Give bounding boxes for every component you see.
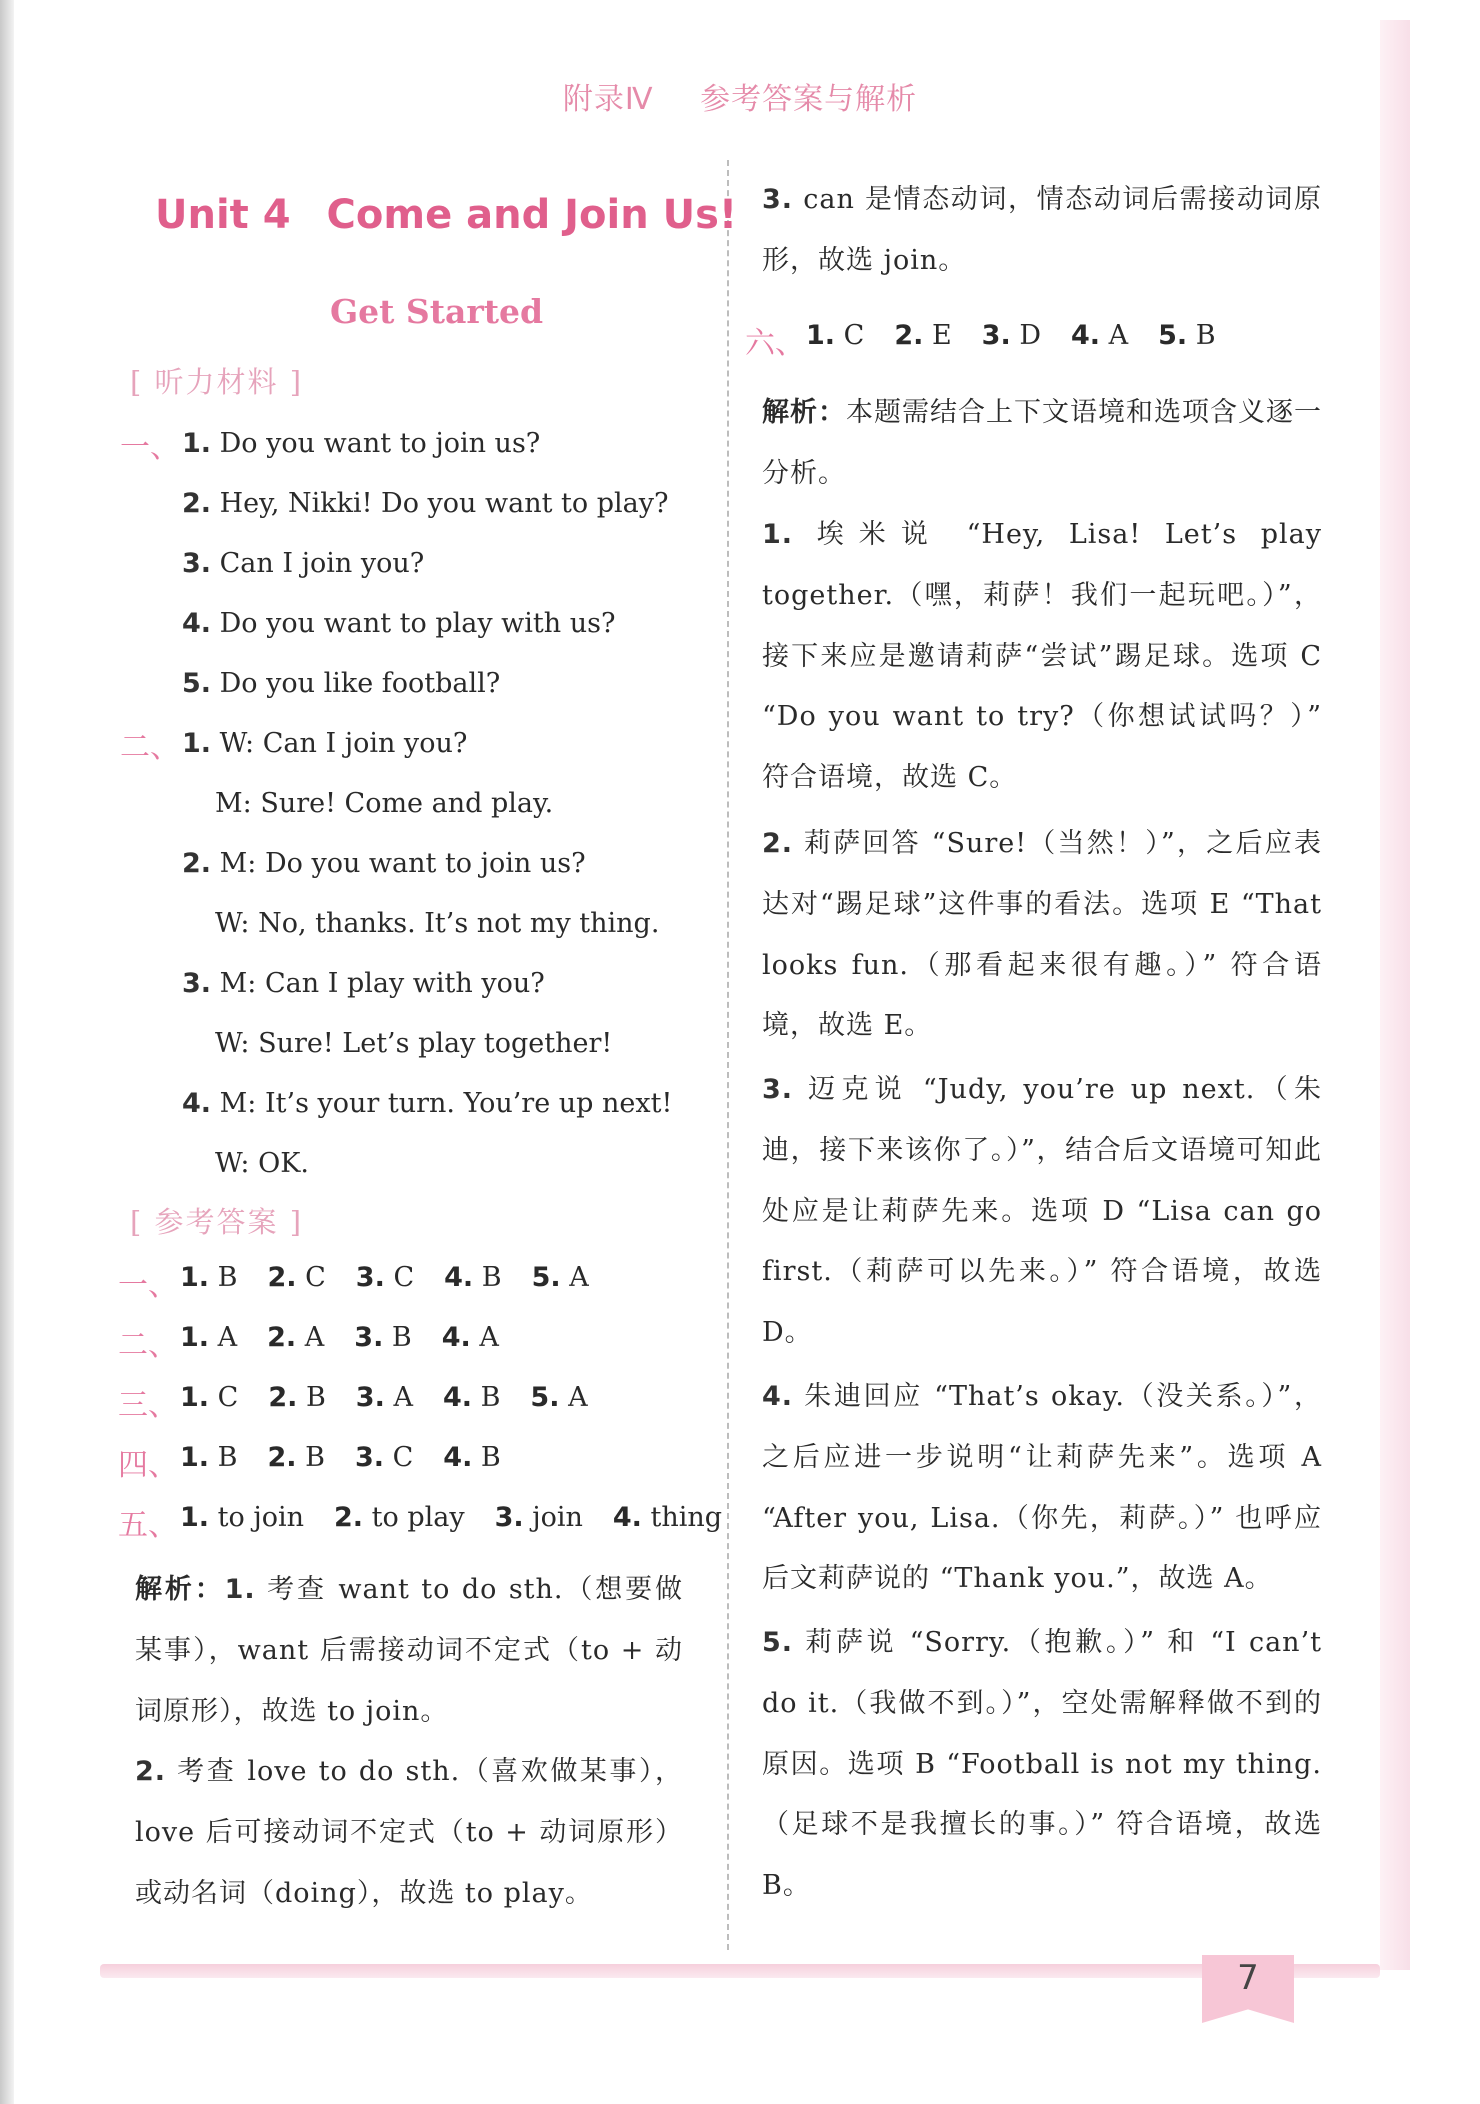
list-item: 5. Do you like football? [182,668,501,699]
section-marker: 五、 [118,1508,178,1543]
answer-item: 1. C [806,320,865,351]
answer-item: 2. B [267,1442,325,1473]
unit-title [155,192,738,238]
list-item: W: OK. [215,1148,309,1179]
analysis-paragraph: 4. 朱迪回应 “That’s okay.（没关系。）”，之后应进一步说明“让莉萨先来”。选项 A “After you, Lisa.（你先，莉萨。）” 也呼应后文莉萨说的 “Thank you.”，故选 A。 [762,1381,1322,1595]
listening-label: [ 听力材料 ] [130,365,304,399]
unit-number: Unit 4 [155,192,291,238]
list-item: W: No, thanks. It’s not my thing. [215,908,660,939]
analysis-paragraph: 解析：1. 考查 want to do sth.（想要做某事），want 后需接动词不定式（to + 动词原形），故选 to join。 [135,1574,684,1727]
answer-item: 5. B [1158,320,1216,351]
answer-item: 5. A [530,1382,588,1413]
answer-item: 3. join [494,1502,583,1533]
answer-item: 2. B [268,1382,326,1413]
answer-item: 4. B [443,1442,501,1473]
answer-item: 1. C [180,1382,239,1413]
answer-row [180,1262,619,1293]
analysis-paragraph: 3. can 是情态动词，情态动词后需接动词原形，故选 join。 [762,184,1322,276]
page-number: 7 [1237,1958,1259,1998]
analysis-paragraph: 1. 埃米说 “Hey, Lisa! Let’s play together.（嘿，莉萨！我们一起玩吧。）”，接下来应是邀请莉萨“尝试”踢足球。选项 C “Do you want to try?（你想试试吗？）” 符合语境，故选 C。 [762,519,1322,794]
answers-label: [ 参考答案 ] [130,1205,304,1239]
answer-item: 1. A [180,1322,238,1353]
footer-band [100,1964,1380,1978]
list-item: 3. Can I join you? [182,548,425,579]
answer-item: 4. B [444,1262,502,1293]
running-header [0,74,1480,118]
answer-row [180,1322,529,1353]
answer-item: 4. A [1070,320,1129,351]
section-marker: 四、 [118,1448,178,1483]
section-marker: 三、 [118,1388,178,1423]
answer-item: 1. to join [180,1502,304,1533]
answer-item: 1. B [180,1442,238,1473]
answer-item: 2. E [894,320,952,351]
page-edge-decoration [1380,20,1410,1970]
answer-row [180,1382,618,1413]
answer-item: 3. D [981,320,1041,351]
analysis-paragraph: 2. 莉萨回答 “Sure!（当然！）”，之后应表达对“踢足球”这件事的看法。选项 E “That looks fun.（那看起来很有趣。）” 符合语境，故选 E。 [762,828,1322,1042]
answer-row [180,1502,752,1533]
list-item: W: Sure! Let’s play together! [215,1028,613,1059]
section-marker: 二、 [118,1328,178,1363]
answer-item: 3. A [355,1382,413,1413]
answer-item: 5. A [531,1262,589,1293]
answer-item: 3. B [354,1322,412,1353]
answer-row [806,320,1246,351]
answer-row [180,1442,531,1473]
header-appendix: 附录Ⅳ [562,82,654,117]
answer-item: 3. C [354,1442,414,1473]
answer-item: 2. C [267,1262,326,1293]
list-item: 3. M: Can I play with you? [182,968,545,999]
answer-item: 2. to play [333,1502,465,1533]
list-item: 1. W: Can I join you? [182,728,468,759]
list-item: 2. M: Do you want to join us? [182,848,586,879]
list-item: 1. Do you want to join us? [182,428,541,459]
analysis-intro: 解析：本题需结合上下文语境和选项含义逐一分析。 [762,397,1322,489]
list-item: 4. Do you want to play with us? [182,608,616,639]
column-divider [727,160,729,1950]
list-item: 4. M: It’s your turn. You’re up next! [182,1088,673,1119]
analysis-paragraph: 2. 考查 love to do sth.（喜欢做某事），love 后可接动词不定式（to + 动词原形）或动名词（doing），故选 to play。 [135,1756,683,1909]
analysis-paragraph: 3. 迈克说 “Judy, you’re up next.（朱迪，接下来该你了。）”，结合后文语境可知此处应是让莉萨先来。选项 D “Lisa can go first.（莉萨可以先来。）” 符合语境，故选 D。 [762,1074,1322,1349]
section-marker: 一、 [118,1268,178,1303]
book-spine [0,0,14,2104]
answer-item: 3. C [355,1262,415,1293]
answer-item: 4. B [442,1382,501,1413]
answer-item: 2. A [267,1322,325,1353]
answer-item: 4. A [441,1322,499,1353]
section-marker: 一、 [120,430,180,465]
lesson-title: Get Started [330,292,544,331]
answer-item: 4. thing [612,1502,723,1533]
list-item: M: Sure! Come and play. [215,788,554,819]
answer-item: 1. B [180,1262,238,1293]
header-section-title: 参考答案与解析 [700,82,918,117]
section-marker: 六、 [745,326,805,361]
list-item: 2. Hey, Nikki! Do you want to play? [182,488,669,519]
analysis-paragraph: 5. 莉萨说 “Sorry.（抱歉。）” 和 “I can’t do it.（我做不到。）”，空处需解释做不到的原因。选项 B “Football is not my thing.（足球不是我擅长的事。）” 符合语境，故选 B。 [762,1627,1322,1902]
unit-name: Come and Join Us! [326,192,738,238]
section-marker: 二、 [120,730,180,765]
